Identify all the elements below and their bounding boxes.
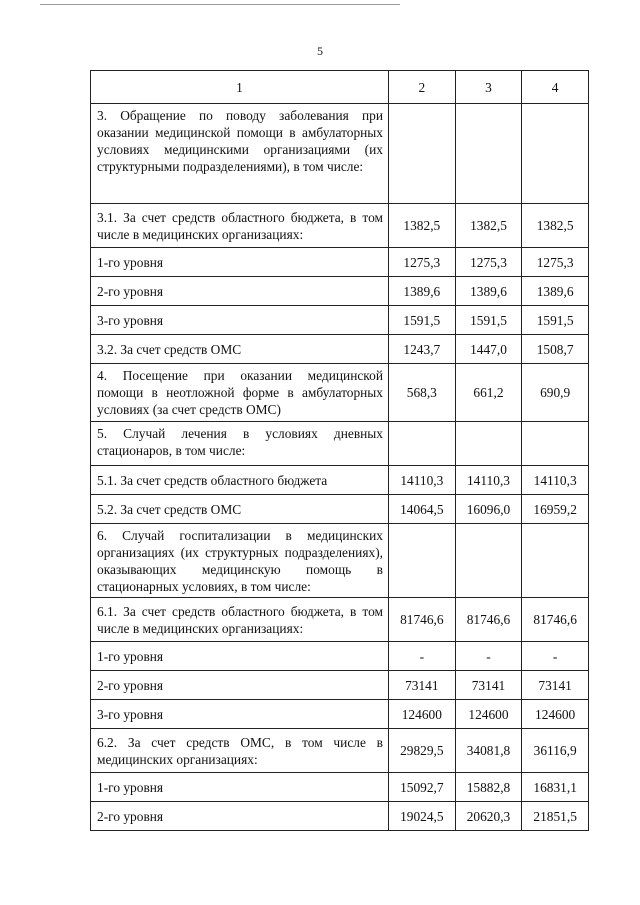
header-cell: 4 [522, 71, 589, 104]
row-label: 3-го уровня [91, 306, 389, 335]
table-row [91, 642, 589, 671]
page-number: 5 [317, 44, 323, 58]
value-cell [389, 524, 456, 598]
value-cell: 1591,5 [522, 306, 589, 335]
table-row [91, 204, 589, 248]
row-label: 3-го уровня [91, 700, 389, 729]
value-cell: - [389, 642, 456, 671]
table-row [91, 466, 589, 495]
header-cell: 2 [389, 71, 456, 104]
table-row [91, 364, 589, 422]
value-cell: 15092,7 [389, 773, 456, 802]
table-row [91, 248, 589, 277]
value-cell: 36116,9 [522, 729, 589, 773]
value-cell: 14110,3 [389, 466, 456, 495]
value-cell: 29829,5 [389, 729, 456, 773]
value-cell: 1591,5 [455, 306, 522, 335]
row-label: 5.1. За счет средств областного бюджета [91, 466, 389, 495]
value-cell: 16831,1 [522, 773, 589, 802]
row-label: 6.2. За счет средств ОМС, в том числе в медицинских организациях: [91, 729, 389, 773]
value-cell: 1389,6 [389, 277, 456, 306]
table-row [91, 802, 589, 831]
value-cell: 1275,3 [389, 248, 456, 277]
value-cell [522, 422, 589, 466]
value-cell: 81746,6 [522, 598, 589, 642]
top-rule [40, 4, 400, 5]
row-label: 3. Обращение по поводу заболевания при оказании медицинской помощи в амбулаторных условиях медицинскими организациями (их структурными подразделениями), в том числе: [91, 104, 389, 204]
table-row [91, 277, 589, 306]
value-cell: 73141 [389, 671, 456, 700]
row-label: 1-го уровня [91, 248, 389, 277]
value-cell: 73141 [455, 671, 522, 700]
value-cell: 1389,6 [522, 277, 589, 306]
value-cell: - [455, 642, 522, 671]
value-cell: 1275,3 [522, 248, 589, 277]
row-label: 5. Случай лечения в условиях дневных стационаров, в том числе: [91, 422, 389, 466]
row-label: 1-го уровня [91, 773, 389, 802]
value-cell [522, 524, 589, 598]
table-row [91, 335, 589, 364]
value-cell [455, 104, 522, 204]
row-label: 6.1. За счет средств областного бюджета, в том числе в медицинских организациях: [91, 598, 389, 642]
value-cell: 1508,7 [522, 335, 589, 364]
value-cell: 81746,6 [389, 598, 456, 642]
value-cell: 1447,0 [455, 335, 522, 364]
row-label: 3.2. За счет средств ОМС [91, 335, 389, 364]
header-cell: 1 [91, 71, 389, 104]
value-cell [455, 422, 522, 466]
value-cell [389, 104, 456, 204]
table-row [91, 422, 589, 466]
table-row [91, 729, 589, 773]
table-row [91, 773, 589, 802]
row-label: 2-го уровня [91, 671, 389, 700]
value-cell [389, 422, 456, 466]
value-cell: 34081,8 [455, 729, 522, 773]
value-cell: 568,3 [389, 364, 456, 422]
value-cell: 1591,5 [389, 306, 456, 335]
value-cell: 124600 [522, 700, 589, 729]
row-label: 1-го уровня [91, 642, 389, 671]
row-label: 4. Посещение при оказании медицинской помощи в неотложной форме в амбулаторных условиях (за счет средств ОМС) [91, 364, 389, 422]
table-row [91, 306, 589, 335]
header-cell: 3 [455, 71, 522, 104]
value-cell: 15882,8 [455, 773, 522, 802]
value-cell [455, 524, 522, 598]
value-cell: 20620,3 [455, 802, 522, 831]
row-label: 2-го уровня [91, 802, 389, 831]
row-label: 5.2. За счет средств ОМС [91, 495, 389, 524]
value-cell: 124600 [389, 700, 456, 729]
table-row [91, 598, 589, 642]
value-cell: 16096,0 [455, 495, 522, 524]
value-cell: 1275,3 [455, 248, 522, 277]
value-cell: 1382,5 [522, 204, 589, 248]
value-cell: 124600 [455, 700, 522, 729]
table-row [91, 495, 589, 524]
value-cell: 1389,6 [455, 277, 522, 306]
table-row [91, 671, 589, 700]
value-cell: 16959,2 [522, 495, 589, 524]
value-cell: 1243,7 [389, 335, 456, 364]
value-cell: 661,2 [455, 364, 522, 422]
value-cell: 81746,6 [455, 598, 522, 642]
table-row [91, 700, 589, 729]
row-label: 3.1. За счет средств областного бюджета, в том числе в медицинских организациях: [91, 204, 389, 248]
value-cell: - [522, 642, 589, 671]
value-cell: 14064,5 [389, 495, 456, 524]
row-label: 6. Случай госпитализации в медицинских организациях (их структурных подразделениях), оказывающих медицинскую помощь в стационарных условиях, в том числе: [91, 524, 389, 598]
value-cell: 14110,3 [522, 466, 589, 495]
row-label: 2-го уровня [91, 277, 389, 306]
value-cell: 14110,3 [455, 466, 522, 495]
value-cell: 21851,5 [522, 802, 589, 831]
value-cell: 1382,5 [389, 204, 456, 248]
data-table [90, 70, 589, 831]
value-cell: 19024,5 [389, 802, 456, 831]
value-cell: 690,9 [522, 364, 589, 422]
table-row [91, 104, 589, 204]
value-cell: 73141 [522, 671, 589, 700]
value-cell [522, 104, 589, 204]
header-row [91, 71, 589, 104]
table-row [91, 524, 589, 598]
value-cell: 1382,5 [455, 204, 522, 248]
